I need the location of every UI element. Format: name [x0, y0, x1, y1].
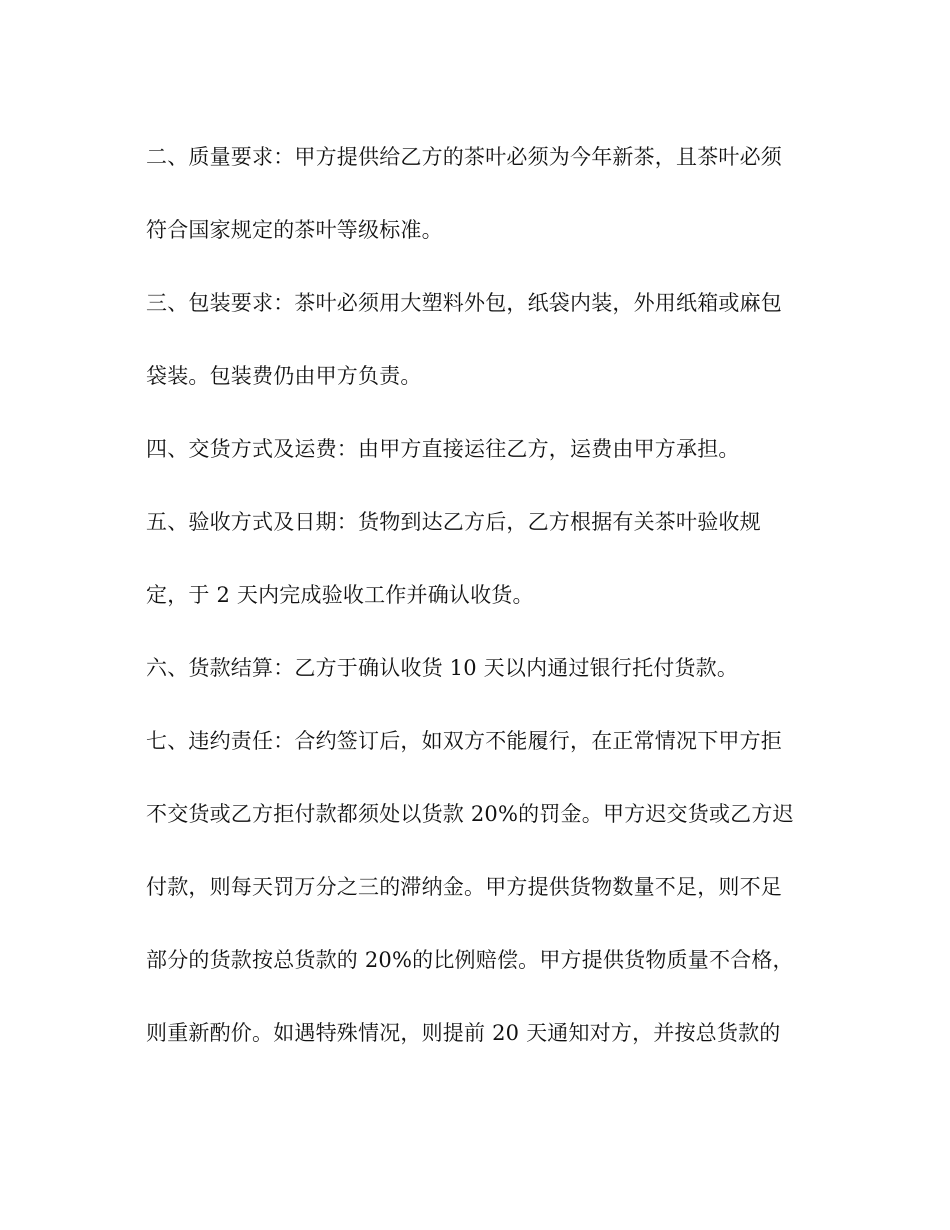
contract-body	[146, 132, 806, 1081]
text-line-delivery: 四、交货方式及运费：由甲方直接运往乙方，运费由甲方承担。	[146, 437, 740, 461]
text-line-breach-3: 付款，则每天罚万分之三的滞纳金。甲方提供货物数量不足，则不足	[146, 875, 782, 899]
text-line-inspection-2: 定，于 2 天内完成验收工作并确认收货。	[146, 583, 534, 607]
text-line-inspection-1: 五、验收方式及日期：货物到达乙方后，乙方根据有关茶叶验收规	[146, 510, 761, 534]
text-line-packaging-2: 袋装。包装费仍由甲方负责。	[146, 364, 422, 388]
text-line-breach-5: 则重新酌价。如遇特殊情况，则提前 20 天通知对方，并按总货款的	[146, 1021, 781, 1045]
text-line-settlement: 六、货款结算：乙方于确认收货 10 天以内通过银行托付货款。	[146, 656, 739, 680]
text-line-breach-2: 不交货或乙方拒付款都须处以货款 20%的罚金。甲方迟交货或乙方迟	[146, 802, 794, 826]
text-line-breach-1: 七、违约责任：合约签订后，如双方不能履行，在正常情况下甲方拒	[146, 729, 782, 753]
text-line-breach-4: 部分的货款按总货款的 20%的比例赔偿。甲方提供货物质量不合格，	[146, 948, 794, 972]
text-line-quality-1: 二、质量要求：甲方提供给乙方的茶叶必须为今年新茶，且茶叶必须	[146, 145, 782, 169]
text-line-packaging-1: 三、包装要求：茶叶必须用大塑料外包，纸袋内装，外用纸箱或麻包	[146, 291, 782, 315]
text-line-quality-2: 符合国家规定的茶叶等级标准。	[146, 218, 443, 242]
